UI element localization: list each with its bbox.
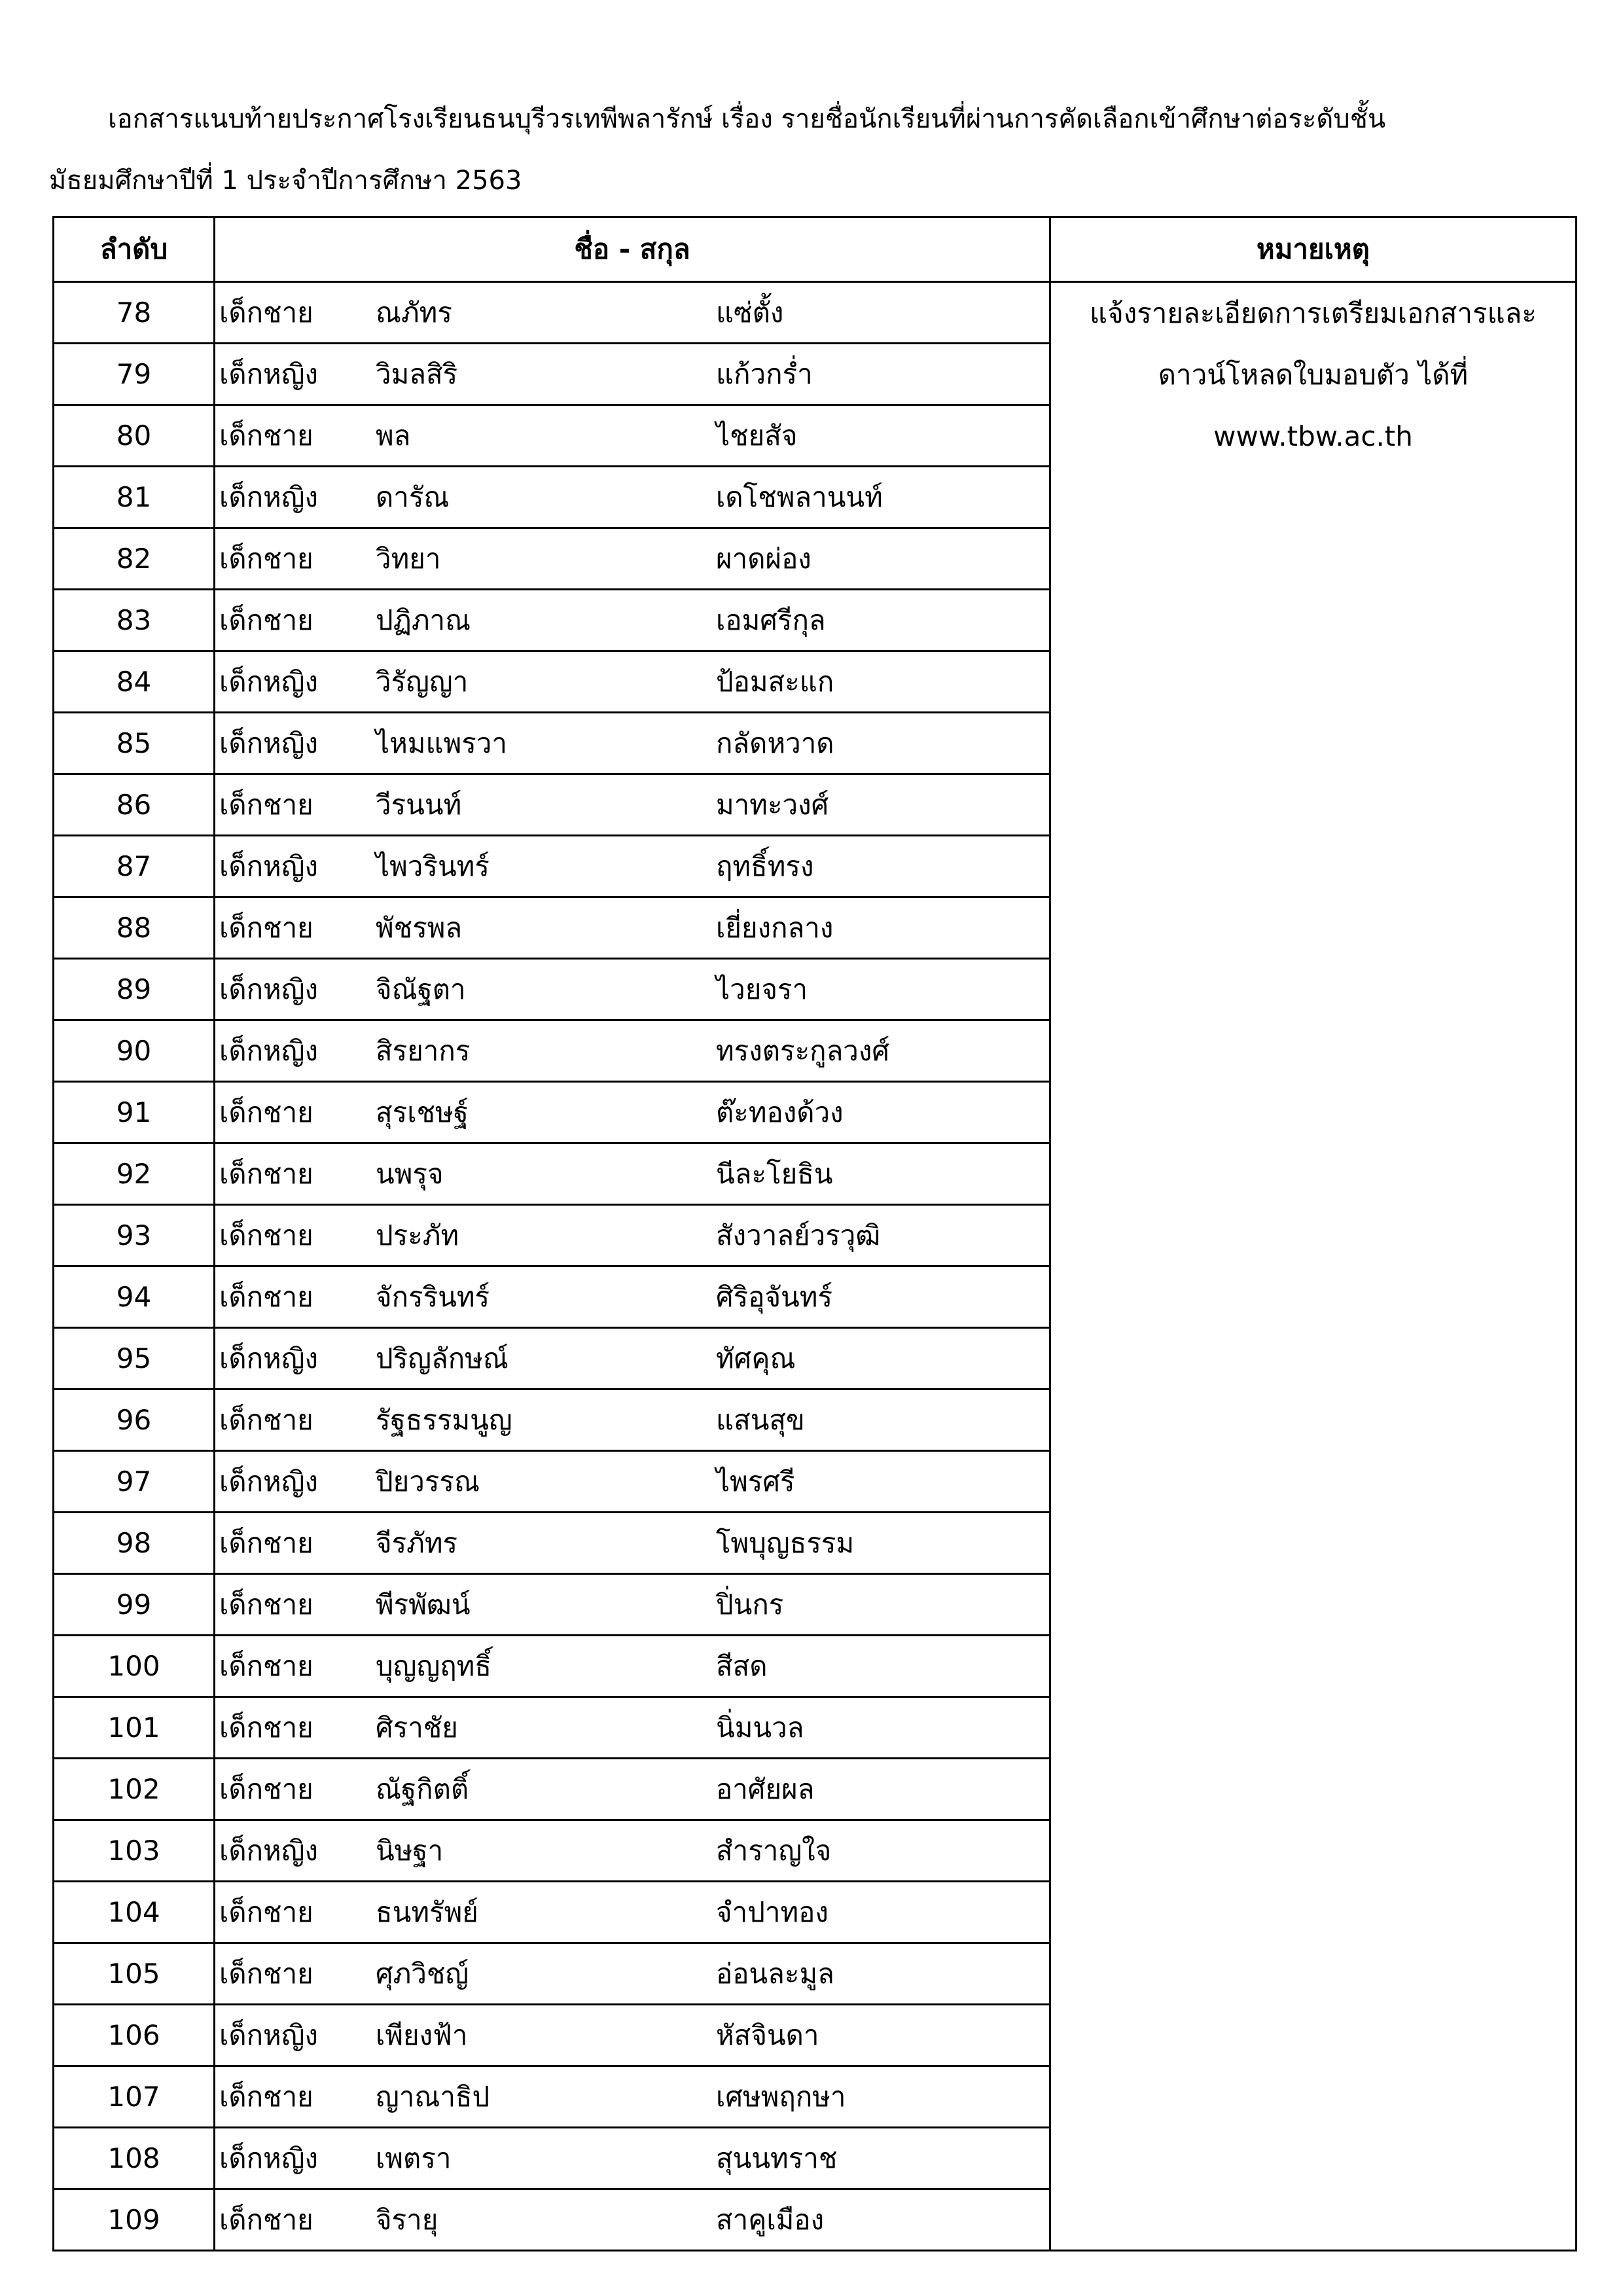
student-first-name: สิรยากร (376, 1034, 471, 1067)
row-number: 79 (54, 344, 215, 405)
student-first-name: บุญญฤทธิ์ (376, 1649, 491, 1682)
student-title: เด็กหญิง (219, 726, 319, 759)
student-last-name: สำราญใจ (716, 1834, 832, 1867)
row-number: 98 (54, 1513, 215, 1574)
student-title: เด็กชาย (219, 296, 313, 329)
student-first-name: นิษฐา (376, 1834, 444, 1867)
student-last-name: ศิริอุจันทร์ (716, 1280, 833, 1313)
student-title: เด็กหญิง (219, 357, 319, 390)
row-number: 85 (54, 713, 215, 774)
remark-line: ดาวน์โหลดใบมอบตัว ได้ที่ (1158, 359, 1469, 391)
student-last-name: เดโชพลานนท์ (716, 480, 883, 513)
student-name-cell (215, 2189, 1050, 2251)
student-name-cell (215, 590, 1050, 651)
student-name-cell (215, 897, 1050, 959)
student-first-name: จิรายุ (376, 2203, 438, 2236)
student-last-name: แซ่ตั้ง (716, 296, 784, 329)
student-name-cell (215, 1266, 1050, 1328)
student-last-name: แก้วกร่ำ (716, 357, 813, 390)
student-name-cell (215, 1759, 1050, 1820)
student-title: เด็กหญิง (219, 2018, 319, 2051)
row-number: 104 (54, 1882, 215, 1943)
remark-line: www.tbw.ac.th (1213, 420, 1413, 452)
student-title: เด็กหญิง (219, 665, 319, 698)
row-number: 86 (54, 774, 215, 836)
student-name-cell (215, 344, 1050, 405)
student-last-name: ปิ่นกร (716, 1588, 784, 1621)
student-name-cell (215, 467, 1050, 528)
row-number: 94 (54, 1266, 215, 1328)
student-first-name: วีรนนท์ (376, 788, 462, 821)
student-title: เด็กหญิง (219, 1342, 319, 1374)
student-first-name: จีรภัทร (376, 1526, 458, 1559)
heading-line-2: มัธยมศึกษาปีที่ 1 ประจำปีการศึกษา 2563 (49, 166, 522, 196)
student-name-cell (215, 774, 1050, 836)
student-name-cell (215, 1082, 1050, 1143)
document-heading (49, 88, 1580, 211)
student-title: เด็กชาย (219, 1526, 313, 1559)
student-name-cell (215, 651, 1050, 713)
student-title: เด็กชาย (219, 911, 313, 944)
student-title: เด็กหญิง (219, 850, 319, 882)
row-number: 90 (54, 1020, 215, 1082)
student-title: เด็กชาย (219, 1280, 313, 1313)
header-no: ลำดับ (54, 217, 215, 282)
student-name-cell (215, 1390, 1050, 1451)
student-first-name: ไหมแพรวา (376, 726, 507, 759)
student-name-cell (215, 1020, 1050, 1082)
student-name-cell (215, 1636, 1050, 1697)
student-last-name: เยี่ยงกลาง (716, 911, 834, 944)
row-number: 99 (54, 1574, 215, 1636)
student-last-name: สุนนทราช (716, 2142, 838, 2174)
student-first-name: รัฐธรรมนูญ (376, 1403, 512, 1436)
student-title: เด็กชาย (219, 603, 313, 636)
student-first-name: สุรเชษฐ์ (376, 1096, 469, 1128)
student-name-cell (215, 2066, 1050, 2128)
student-name-cell (215, 713, 1050, 774)
student-title: เด็กหญิง (219, 1034, 319, 1067)
row-number: 83 (54, 590, 215, 651)
row-number: 101 (54, 1697, 215, 1759)
student-last-name: ไวยจรา (716, 973, 808, 1005)
student-name-cell (215, 528, 1050, 590)
student-last-name: กลัดหวาด (716, 726, 834, 759)
student-first-name: วิรัญญา (376, 665, 469, 698)
student-first-name: ญาณาธิป (376, 2080, 490, 2113)
student-title: เด็กชาย (219, 1403, 313, 1436)
student-first-name: ศิราชัย (376, 1711, 458, 1744)
header-name: ชื่อ - สกุล (215, 217, 1050, 282)
student-first-name: วิทยา (376, 542, 441, 575)
student-name-cell (215, 959, 1050, 1020)
row-number: 103 (54, 1820, 215, 1882)
row-number: 80 (54, 405, 215, 467)
student-name-cell (215, 2005, 1050, 2066)
student-last-name: นิ่มนวล (716, 1711, 804, 1744)
student-first-name: ปิยวรรณ (376, 1465, 480, 1498)
student-last-name: สีสด (716, 1649, 768, 1682)
row-number: 81 (54, 467, 215, 528)
row-number: 91 (54, 1082, 215, 1143)
heading-line-1: เอกสารแนบท้ายประกาศโรงเรียนธนบุรีวรเทพีพลารักษ์ เรื่อง รายชื่อนักเรียนที่ผ่านการคัดเลือกเข้าศึกษาต่อระดับชั้น (108, 104, 1386, 134)
student-title: เด็กชาย (219, 1957, 313, 1990)
row-number: 109 (54, 2189, 215, 2251)
row-number: 82 (54, 528, 215, 590)
student-first-name: วิมลสิริ (376, 357, 458, 390)
remark-cell (1050, 282, 1577, 2251)
student-first-name: พัชรพล (376, 911, 463, 944)
student-title: เด็กหญิง (219, 480, 319, 513)
student-first-name: ธนทรัพย์ (376, 1895, 478, 1928)
student-last-name: ต๊ะทองด้วง (716, 1096, 844, 1128)
row-number: 106 (54, 2005, 215, 2066)
student-title: เด็กชาย (219, 1711, 313, 1744)
student-name-cell (215, 282, 1050, 344)
table-body (54, 282, 1577, 2251)
student-title: เด็กชาย (219, 2080, 313, 2113)
student-last-name: เศษพฤกษา (716, 2080, 846, 2113)
student-name-cell (215, 1943, 1050, 2005)
student-name-cell (215, 1697, 1050, 1759)
student-name-cell (215, 1205, 1050, 1266)
student-first-name: ไพวรินทร์ (376, 850, 490, 882)
student-title: เด็กชาย (219, 542, 313, 575)
student-last-name: ผาดผ่อง (716, 542, 812, 575)
student-first-name: ปริญลักษณ์ (376, 1342, 508, 1374)
student-first-name: ปฏิภาณ (376, 603, 471, 636)
student-last-name: อ่อนละมูล (716, 1957, 834, 1990)
student-title: เด็กชาย (219, 419, 313, 452)
student-title: เด็กชาย (219, 1772, 313, 1805)
student-first-name: ณัฐกิตติ์ (376, 1772, 469, 1805)
row-number: 100 (54, 1636, 215, 1697)
row-number: 87 (54, 836, 215, 897)
student-first-name: ประภัท (376, 1219, 459, 1251)
student-name-cell (215, 1574, 1050, 1636)
student-title: เด็กหญิง (219, 2142, 319, 2174)
student-title: เด็กชาย (219, 1157, 313, 1190)
student-name-cell (215, 1451, 1050, 1513)
student-name-cell (215, 1513, 1050, 1574)
row-number: 89 (54, 959, 215, 1020)
row-number: 88 (54, 897, 215, 959)
student-first-name: ณภัทร (376, 296, 452, 329)
row-number: 108 (54, 2128, 215, 2189)
student-name-cell (215, 1328, 1050, 1390)
header-remark: หมายเหตุ (1050, 217, 1577, 282)
row-number: 105 (54, 1943, 215, 2005)
student-roster-table (52, 216, 1577, 2251)
remark-line: แจ้งรายละเอียดการเตรียมเอกสารและ (1090, 297, 1537, 329)
student-name-cell (215, 1143, 1050, 1205)
row-number: 97 (54, 1451, 215, 1513)
student-last-name: แสนสุข (716, 1403, 805, 1436)
student-last-name: หัสจินดา (716, 2018, 819, 2051)
row-number: 95 (54, 1328, 215, 1390)
student-last-name: สังวาลย์วรวุฒิ (716, 1219, 881, 1251)
table-header-row (54, 217, 1577, 282)
student-name-cell (215, 836, 1050, 897)
student-title: เด็กชาย (219, 1649, 313, 1682)
row-number: 78 (54, 282, 215, 344)
student-title: เด็กชาย (219, 1219, 313, 1251)
student-first-name: จิณัฐตา (376, 973, 466, 1005)
student-first-name: พีรพัฒน์ (376, 1588, 471, 1621)
student-first-name: ดารัณ (376, 480, 450, 513)
row-number: 107 (54, 2066, 215, 2128)
student-first-name: ศุภวิชญ์ (376, 1957, 469, 1990)
student-last-name: นีละโยธิน (716, 1157, 833, 1190)
student-title: เด็กชาย (219, 2203, 313, 2236)
student-first-name: จักรรินทร์ (376, 1280, 490, 1313)
student-name-cell (215, 2128, 1050, 2189)
row-number: 92 (54, 1143, 215, 1205)
student-first-name: พล (376, 419, 411, 452)
student-last-name: จำปาทอง (716, 1895, 829, 1928)
row-number: 93 (54, 1205, 215, 1266)
student-first-name: เพียงฟ้า (376, 2018, 468, 2051)
student-title: เด็กชาย (219, 1895, 313, 1928)
student-title: เด็กชาย (219, 1588, 313, 1621)
student-first-name: นพรุจ (376, 1157, 444, 1190)
student-last-name: ไชยสัจ (716, 419, 798, 452)
student-title: เด็กหญิง (219, 973, 319, 1005)
student-last-name: ทรงตระกูลวงศ์ (716, 1034, 890, 1067)
student-title: เด็กหญิง (219, 1834, 319, 1867)
row-number: 96 (54, 1390, 215, 1451)
table-row (54, 282, 1577, 344)
student-first-name: เพตรา (376, 2142, 452, 2174)
student-name-cell (215, 1882, 1050, 1943)
student-last-name: เอมศรีกุล (716, 603, 826, 636)
student-last-name: ฤทธิ์ทรง (716, 850, 814, 882)
student-name-cell (215, 1820, 1050, 1882)
student-last-name: สาคูเมือง (716, 2203, 825, 2236)
student-last-name: อาศัยผล (716, 1772, 815, 1805)
student-title: เด็กชาย (219, 1096, 313, 1128)
student-last-name: ไพรศรี (716, 1465, 795, 1498)
student-title: เด็กหญิง (219, 1465, 319, 1498)
student-last-name: มาทะวงศ์ (716, 788, 829, 821)
row-number: 84 (54, 651, 215, 713)
student-title: เด็กชาย (219, 788, 313, 821)
row-number: 102 (54, 1759, 215, 1820)
student-name-cell (215, 405, 1050, 467)
student-last-name: โพบุญธรรม (716, 1526, 855, 1559)
student-last-name: ป้อมสะแก (716, 665, 834, 698)
student-last-name: ทัศคุณ (716, 1342, 796, 1374)
